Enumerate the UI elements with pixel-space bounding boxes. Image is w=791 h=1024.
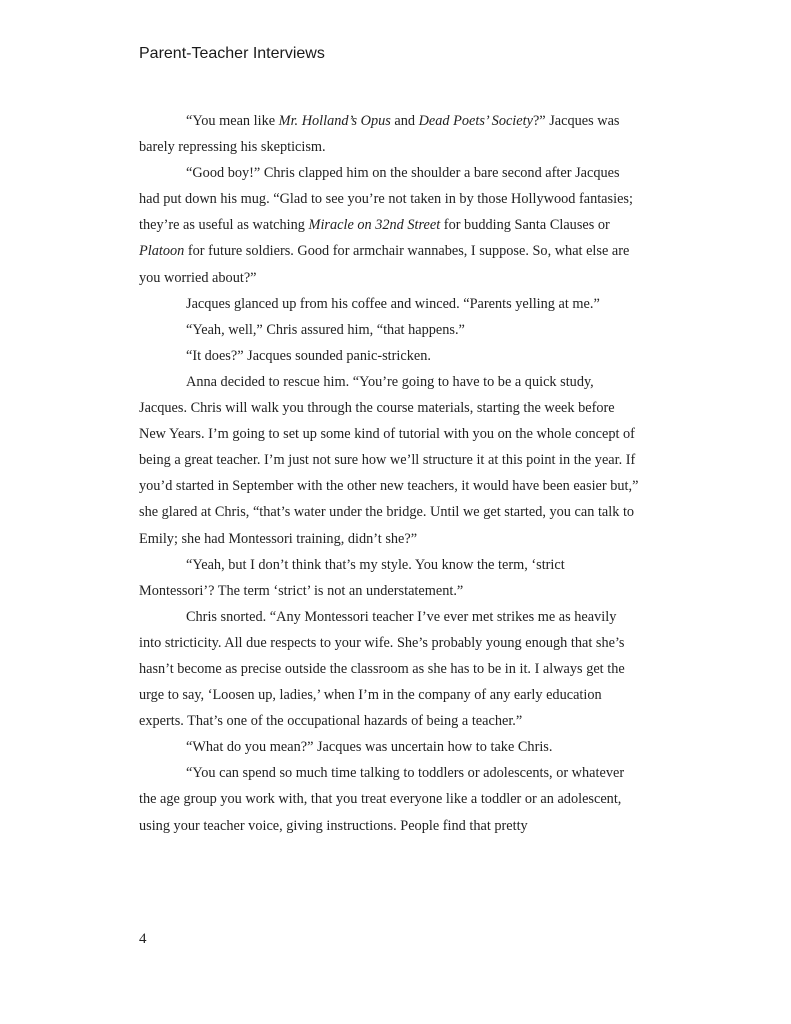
italic-title: Platoon <box>139 243 185 260</box>
paragraph: Jacques glanced up from his coffee and winced. “Parents yelling at me.” <box>186 295 600 312</box>
paragraph: “Good boy!” Chris clapped him on the shoulder a bare second after Jacques had put down his mug. “Glad to see you’re not taken in by those Hollywood fantasies; they’re as useful as watching Miracle on 32nd Street for budding Santa Clauses or Platoon for future soldiers. Good for armchair wannabes, I suppose. So, what else are you worried about?” <box>139 165 633 286</box>
paragraph: “It does?” Jacques sounded panic-stricken. <box>186 347 431 364</box>
italic-title: Mr. Holland’s Opus <box>278 113 391 129</box>
paragraph: “Yeah, but I don’t think that’s my style. You know the term, ‘strict Montessori’? The term ‘strict’ is not an understatement.” <box>139 556 565 599</box>
paragraph: “You mean like Mr. Holland’s Opus and Dead Poets’ Society?” Jacques was barely repressing his skepticism. <box>139 113 620 156</box>
paragraph: “What do you mean?” Jacques was uncertain how to take Chris. <box>186 739 553 756</box>
page-number: 4 <box>139 931 147 947</box>
paragraph: “You can spend so much time talking to toddlers or adolescents, or whatever the age group you work with, that you treat everyone like a toddler or an adolescent, using your teacher voice, giving instructions. People find that pretty <box>139 765 625 834</box>
paragraph: Anna decided to rescue him. “You’re going to have to be a quick study, Jacques. Chris will walk you through the course materials, starting the week before New Years. I’m going to set up some kind of tutorial with you on the whole concept of being a great teacher. I’m just not sure how we’ll structure it at this point in the year. If you’d started in September with the other new teachers, it would have been easier but,” she glared at Chris, “that’s water under the bridge. Until we get started, you can talk to Emily; she had Montessori training, didn’t she?” <box>139 373 639 547</box>
paragraph: “Yeah, well,” Chris assured him, “that happens.” <box>186 321 465 338</box>
italic-title: Miracle on 32nd Street <box>308 217 441 234</box>
running-header: Parent-Teacher Interviews <box>139 45 325 62</box>
body-text <box>139 108 639 839</box>
italic-title: Dead Poets’ Society <box>418 113 533 129</box>
paragraph: Chris snorted. “Any Montessori teacher I’ve ever met strikes me as heavily into stricticity. All due respects to your wife. She’s probably young enough that she’s hasn’t become as precise outside the classroom as she has to be in it. I always get the urge to say, ‘Loosen up, ladies,’ when I’m in the company of any early education experts. That’s one of the occupational hazards of being a teacher.” <box>139 608 625 730</box>
